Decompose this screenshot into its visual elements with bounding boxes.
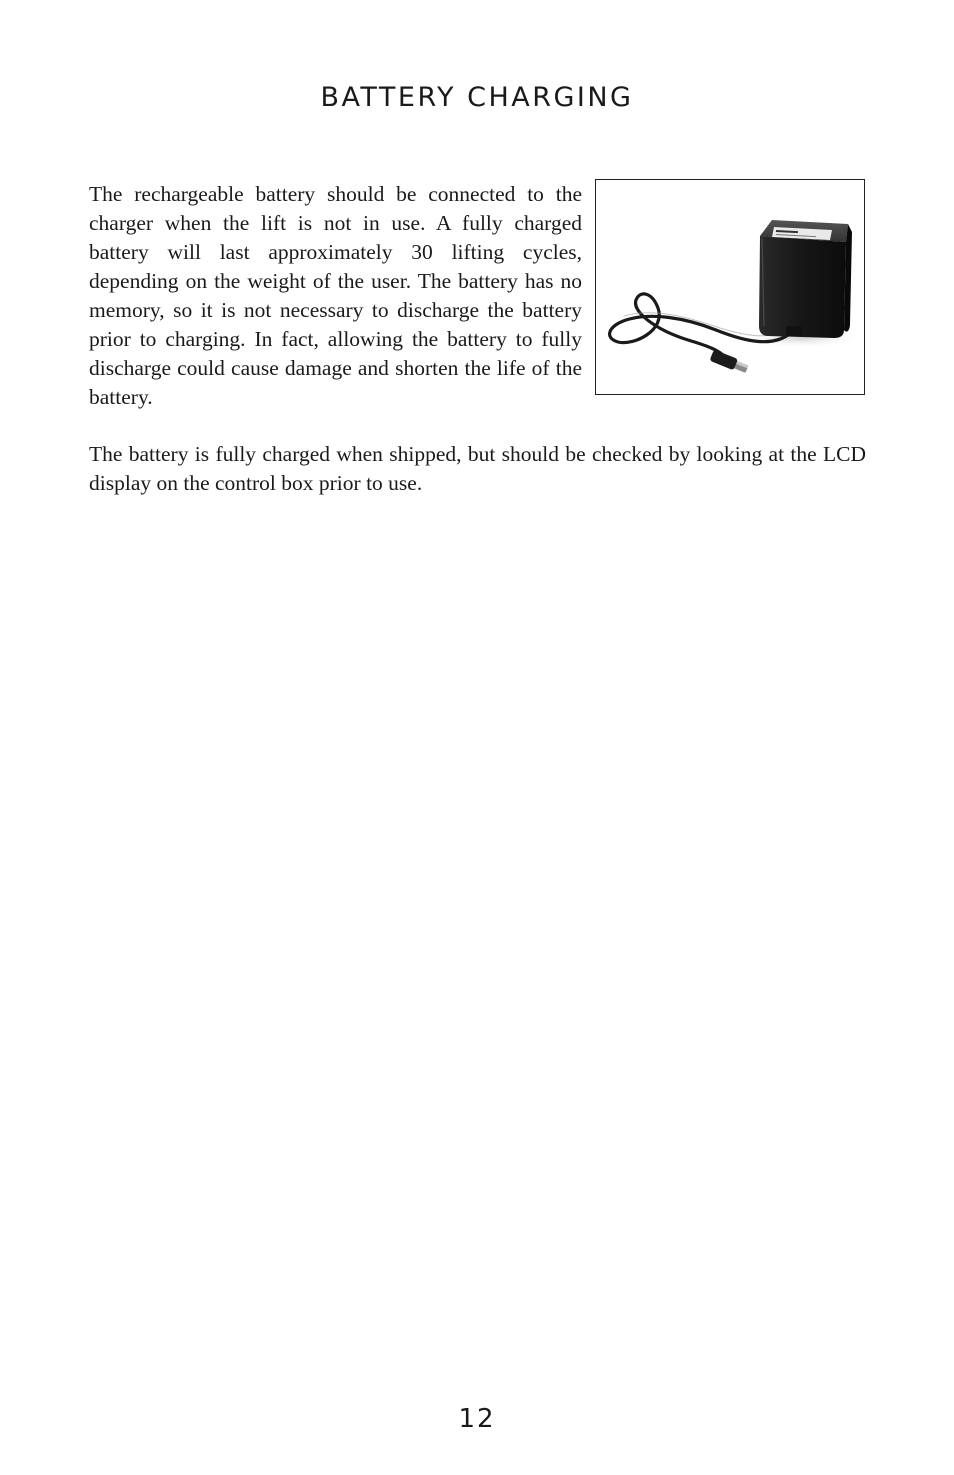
- page-title: BATTERY CHARGING: [320, 82, 634, 113]
- charger-photo: [595, 179, 865, 395]
- battery-charger-icon: [596, 180, 864, 394]
- paragraph-charging-intro: The rechargeable battery should be connected to the charger when the lift is not in use. A fully charged battery will last approximately 30 lifting cycles, depending on the weight of the user. The battery has no memory, so it is not necessary to discharge the battery prior to charging. In fact, allowing the battery to fully discharge could cause damage and shorten the life of the battery.: [89, 182, 582, 409]
- paragraph-shipping-check: The battery is fully charged when shipped, but should be checked by looking at the LCD display on the control box prior to use.: [89, 442, 866, 495]
- page-number: 12: [458, 1404, 496, 1434]
